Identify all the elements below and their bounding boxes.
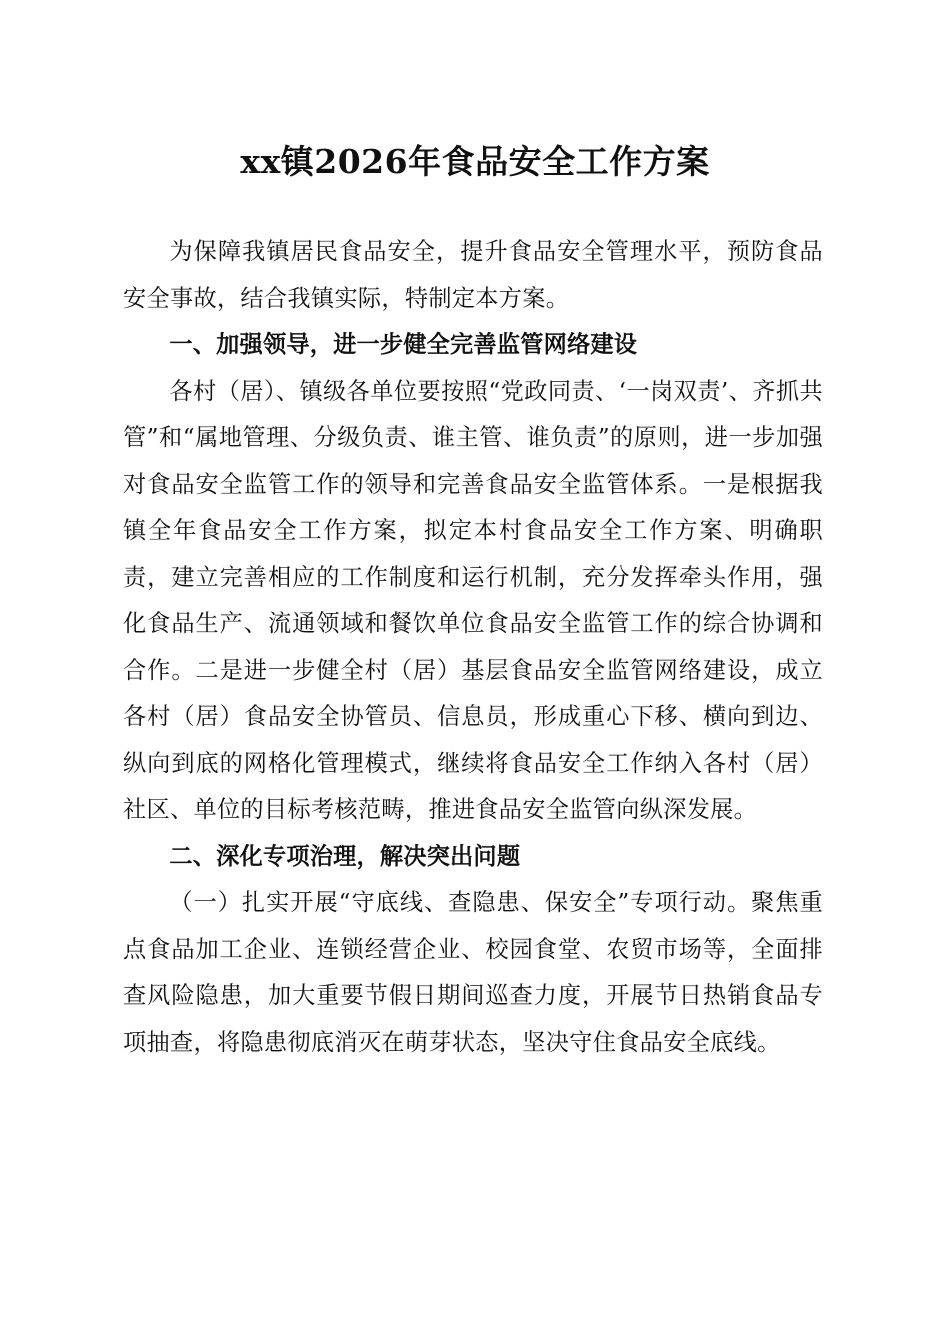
- document-body: [123, 229, 823, 1066]
- document-title: xx镇2026年食品安全工作方案: [240, 142, 710, 181]
- intro-paragraph: 为保障我镇居民食品安全，提升食品安全管理水平，预防食品安全事故，结合我镇实际，特制定本方案。: [123, 238, 823, 312]
- section-2-paragraph: （一）扎实开展“守底线、查隐患、保安全”专项行动。聚焦重点食品加工企业、连锁经营企业、校园食堂、农贸市场等，全面排查风险隐患，加大重要节假日期间巡查力度，开展节日热销食品专项抽查，将隐患彻底消灭在萌芽状态，坚决守住食品安全底线。: [123, 889, 823, 1056]
- section-heading-1: 一、加强领导，进一步健全完善监管网络建设: [169, 331, 638, 358]
- section-1-paragraph: 各村（居）、镇级各单位要按照“党政同责、‘一岗双责’、齐抓共管”和“属地管理、分级负责、谁主管、谁负责”的原则，进一步加强对食品安全监管工作的领导和完善食品安全监管体系。一是根据我镇全年食品安全工作方案，拟定本村食品安全工作方案、明确职责，建立完善相应的工作制度和运行机制，充分发挥牵头作用，强化食品生产、流通领域和餐饮单位食品安全监管工作的综合协调和合作。二是进一步健全村（居）基层食品安全监管网络建设，成立各村（居）食品安全协管员、信息员，形成重心下移、横向到边、纵向到底的网格化管理模式，继续将食品安全工作纳入各村（居）社区、单位的目标考核范畴，推进食品安全监管向纵深发展。: [123, 377, 823, 823]
- section-heading-2: 二、深化专项治理，解决突出问题: [169, 842, 521, 870]
